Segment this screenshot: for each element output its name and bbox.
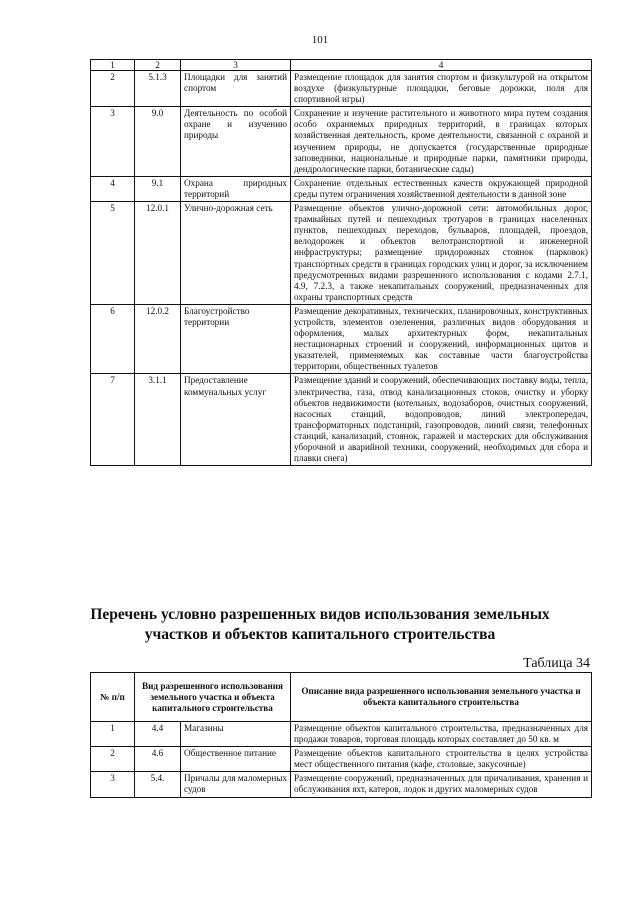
use-description: Размещение сооружений, предназначенных для причаливания, хранения и обслуживания яхт, катеров, лодок и других маломерных судов: [291, 772, 592, 797]
use-description: Размещение объектов капитального строительства, предназначенных для продажи товаров, торговая площадь которых составляет до 50 кв. м: [291, 722, 592, 747]
page-number: 101: [311, 34, 329, 46]
use-description: Сохранение и изучение растительного и животного мира путем создания особо охраняемых природных территорий, в границах которых хозяйственная деятельность, кроме деятельности, связанной с охраной и изучением природы, не допускается (государственные природные заповедники, национальные и природные парки, памятники природы, дендрологические парки, ботанические сады): [291, 107, 592, 177]
use-name: Деятельность по особой охране и изучению природы: [181, 107, 291, 177]
use-description: Размещение объектов капитального строительства в целях устройства мест общественного питания (кафе, столовые, закусочные): [291, 747, 592, 772]
table-row: [91, 176, 592, 201]
table-row: [91, 722, 592, 747]
use-code: 9.1: [135, 176, 181, 201]
use-name: Улично-дорожная сеть: [181, 202, 291, 305]
use-description: Размещение объектов улично-дорожной сети: автомобильных дорог, трамвайных путей и пешеходных тротуаров в границах населенных пунктов, пешеходных переходов, бульваров, площадей, проездов, велодорожек и объектов велотранспортной и инженерной инфраструктуры; размещение придорожных стоянок (парковок) транспортных средств в границах городских улиц и дорог, за исключением предусмотренных видами разрешенного использования с кодами 2.7.1, 4.9, 7.2.3, а также некапитальных сооружений, предназначенных для охраны транспортных средств: [291, 202, 592, 305]
row-number: 3: [91, 107, 135, 177]
use-code: 3.1.1: [135, 374, 181, 466]
row-number: 4: [91, 176, 135, 201]
conditional-use-table: [90, 672, 592, 798]
land-use-table-continued: [90, 59, 592, 466]
use-name: Площадки для занятий спортом: [181, 71, 291, 107]
use-description: Размещение зданий и сооружений, обеспечивающих поставку воды, тепла, электричества, газа, отвод канализационных стоков, очистку и уборку объектов недвижимости (котельных, водозаборов, очистных сооружений, насосных станций, водопроводов, линий электропередач, трансформаторных подстанций, газопроводов, линий связи, телефонных станций, канализаций, стоянок, гаражей и мастерских для обслуживания уборочной и аварийной техники, сооружений, необходимых для сбора и плавки снега): [291, 374, 592, 466]
use-code: 5.1.3: [135, 71, 181, 107]
header-use-kind: Вид разрешенного использования земельного участка и объекта капитального строительства: [135, 673, 291, 722]
use-name: Благоустройство территории: [181, 304, 291, 374]
use-description: Сохранение отдельных естественных качеств окружающей природной среды путем ограничения хозяйственной деятельности в данной зоне: [291, 176, 592, 201]
use-name: Общественное питание: [181, 747, 291, 772]
header-use-description: Описание вида разрешенного использования земельного участка и объекта капитального строительства: [291, 673, 592, 722]
table-row: [91, 747, 592, 772]
use-code: 4.6: [135, 747, 181, 772]
row-number: 3: [91, 772, 135, 797]
column-number: 3: [181, 60, 291, 71]
table-row: [91, 107, 592, 177]
table-row: [91, 71, 592, 107]
table-caption: Таблица 34: [523, 656, 590, 671]
use-description: Размещение декоративных, технических, планировочных, конструктивных устройств, элементов озеленения, различных видов оборудования и оформления, малых архитектурных форм, некапитальных нестационарных строений и сооружений, информационных щитов и указателей, применяемых как составные части благоустройства территории, общественных туалетов: [291, 304, 592, 374]
use-name: Причалы для маломерных судов: [181, 772, 291, 797]
row-number: 7: [91, 374, 135, 466]
column-number: 4: [291, 60, 592, 71]
row-number: 2: [91, 747, 135, 772]
row-number: 2: [91, 71, 135, 107]
row-number: 6: [91, 304, 135, 374]
column-number-row: [91, 60, 592, 71]
table-row: [91, 374, 592, 466]
use-name: Магазины: [181, 722, 291, 747]
use-code: 5.4.: [135, 772, 181, 797]
header-number: № п/п: [91, 673, 135, 722]
row-number: 5: [91, 202, 135, 305]
use-name: Предоставление коммунальных услуг: [181, 374, 291, 466]
use-code: 9.0: [135, 107, 181, 177]
section-heading: Перечень условно разрешенных видов использования земельных участков и объектов капитального строительства: [90, 606, 550, 643]
use-name: Охрана природных территорий: [181, 176, 291, 201]
use-code: 12.0.1: [135, 202, 181, 305]
row-number: 1: [91, 722, 135, 747]
table-header-row: [91, 673, 592, 722]
use-description: Размещение площадок для занятия спортом и физкультурой на открытом воздухе (физкультурные площадки, беговые дорожки, поля для спортивной игры): [291, 71, 592, 107]
table-row: [91, 304, 592, 374]
use-code: 4.4: [135, 722, 181, 747]
table-row: [91, 772, 592, 797]
column-number: 1: [91, 60, 135, 71]
table-row: [91, 202, 592, 305]
column-number: 2: [135, 60, 181, 71]
use-code: 12.0.2: [135, 304, 181, 374]
